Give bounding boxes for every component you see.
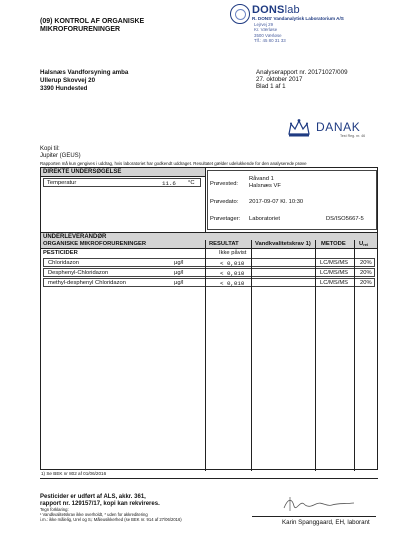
direct-section-header: DIREKTE UNDERSØGELSE <box>41 168 205 177</box>
row-name: Chloridazon <box>48 259 79 266</box>
temperature-value: 11.6 <box>162 179 176 187</box>
legend-note: i.m.: ikke målelig, Urel og Sᵢ: Måleusikkerhed (se BEK nr. 914 af 27/06/2016) <box>40 516 182 522</box>
crown-icon <box>286 118 312 138</box>
sample-standard: DS/ISO5667-5 <box>326 216 364 222</box>
row-result: < 0,010 <box>220 259 245 267</box>
column-header-parameter: ORGANISKE MIKROFORURENINGER <box>43 241 147 247</box>
footer-divider <box>40 478 378 479</box>
row-unit: µg/l <box>174 269 184 276</box>
column-divider <box>354 240 355 471</box>
lab-name-part1: DONS <box>252 4 285 16</box>
row-method: LC/MS/MS <box>320 269 349 276</box>
footnote: 1) Se BEK nr 802 af 01/06/2016 <box>41 471 107 476</box>
temperature-unit: °C <box>188 179 195 186</box>
results-frame <box>40 167 378 470</box>
row-name: methyl-desphenyl Chloridazon <box>48 279 126 286</box>
row-unit: µg/l <box>174 279 184 286</box>
column-divider <box>205 240 206 471</box>
sample-date-label: Prøvedato: <box>210 199 239 205</box>
report-page: Blad 1 af 1 <box>256 83 286 90</box>
temperature-label: Temperatur <box>47 179 77 186</box>
customer-name: Halsnæs Vandforsyning amba <box>40 69 129 76</box>
lab-address-line: 3500 Værløse <box>254 32 282 38</box>
table-row <box>43 268 375 277</box>
signature-image <box>282 494 362 514</box>
lab-logo-icon <box>230 4 250 24</box>
signature-line <box>252 516 376 517</box>
sample-place-line1: Råvand 1 <box>249 176 274 182</box>
lab-tagline: R. DONS' Vandanalytisk Laboratorium A/S <box>252 16 344 21</box>
uncertainty-main: U <box>359 241 364 247</box>
column-header-uncertainty <box>359 241 368 248</box>
copy-label: Kopi til: <box>40 146 60 152</box>
results-table-header <box>41 240 377 249</box>
row-name: Desphenyl-Chloridazon <box>48 269 109 276</box>
row-result: < 0,010 <box>220 279 245 287</box>
signer-name: Karin Spanggaard, EH, laborant <box>282 519 370 526</box>
column-divider <box>251 240 252 471</box>
group-note: Ikke påvist <box>219 250 247 256</box>
subcontractor-note-line2: rapport nr. 129157/17, kopi kan rekvireres. <box>40 501 160 507</box>
column-header-method: METODE <box>321 241 346 247</box>
report-number: Analyserapport nr. 20171027/009 <box>256 69 348 76</box>
document-title: (09) KONTROL AF ORGANISKE MIKROFORURENINGER <box>40 18 145 33</box>
row-unit: µg/l <box>174 259 184 266</box>
customer-city: 3390 Hundested <box>40 85 88 92</box>
row-uncertainty: 20% <box>360 259 372 266</box>
legend-note: ¹ Vandkvalitetskrav ikke overholdt, * uden for akkreditering <box>40 511 148 517</box>
report-disclaimer: Rapporten må kun gengives i uddrag, hvis laboratoriet har godkendt uddraget. Resultatet gælder udelukkende for den analyserede prøve <box>40 161 307 166</box>
legend-notes <box>40 508 182 522</box>
subcontractor-note-line1: Pesticider er udført af ALS, akkr. 361, <box>40 494 146 500</box>
table-row <box>43 278 375 287</box>
sample-taker-value: Laboratoriet <box>249 216 280 222</box>
column-header-result: RESULTAT <box>209 241 239 247</box>
row-uncertainty: 20% <box>360 269 372 276</box>
lab-name-part2: lab <box>284 4 300 16</box>
lab-logo-wordmark <box>252 4 382 16</box>
copy-recipients <box>40 146 81 160</box>
danak-reg-number: Test Reg. nr. 46 <box>340 134 366 138</box>
legend-note: Tegn forklaring: <box>40 507 69 512</box>
row-result: < 0,010 <box>220 269 245 277</box>
lab-address-line: Kr. Værløse <box>254 27 278 33</box>
sample-place-label: Prøvested: <box>210 181 239 187</box>
sample-date-value: 2017-09-07 Kl. 10:30 <box>249 199 304 205</box>
upper-divider <box>205 168 206 232</box>
danak-wordmark: DANAK <box>316 120 361 134</box>
row-method: LC/MS/MS <box>320 279 349 286</box>
sample-place-line2: Halsnæs VF <box>249 183 281 189</box>
lab-logo <box>252 4 382 44</box>
lab-address-line: Lejrvej 29 <box>254 22 274 27</box>
uncertainty-sub: rel <box>363 242 369 247</box>
report-date: 27. oktober 2017 <box>256 76 303 83</box>
row-uncertainty: 20% <box>360 279 372 286</box>
column-divider <box>315 240 316 471</box>
group-label: PESTICIDER <box>43 250 78 256</box>
lab-address-line: Tlf.: 45 80 31 33 <box>254 38 286 44</box>
customer-street: Ullerup Skovvej 20 <box>40 77 96 84</box>
row-method: LC/MS/MS <box>320 259 349 266</box>
table-row <box>43 258 375 267</box>
sample-taker-label: Prøvetager: <box>210 216 241 222</box>
report-info <box>256 69 348 90</box>
sample-info-box <box>207 170 377 230</box>
column-header-requirement: Vandkvalitetskrav 1) <box>255 241 311 247</box>
danak-logo <box>286 118 376 138</box>
customer-address <box>40 69 128 93</box>
subcontractor-note <box>40 494 160 508</box>
temperature-row <box>43 178 201 187</box>
copy-recipient: Jupiter (GEUS) <box>40 153 81 159</box>
subcontractor-header: UNDERLEVERANDØR <box>41 232 377 242</box>
